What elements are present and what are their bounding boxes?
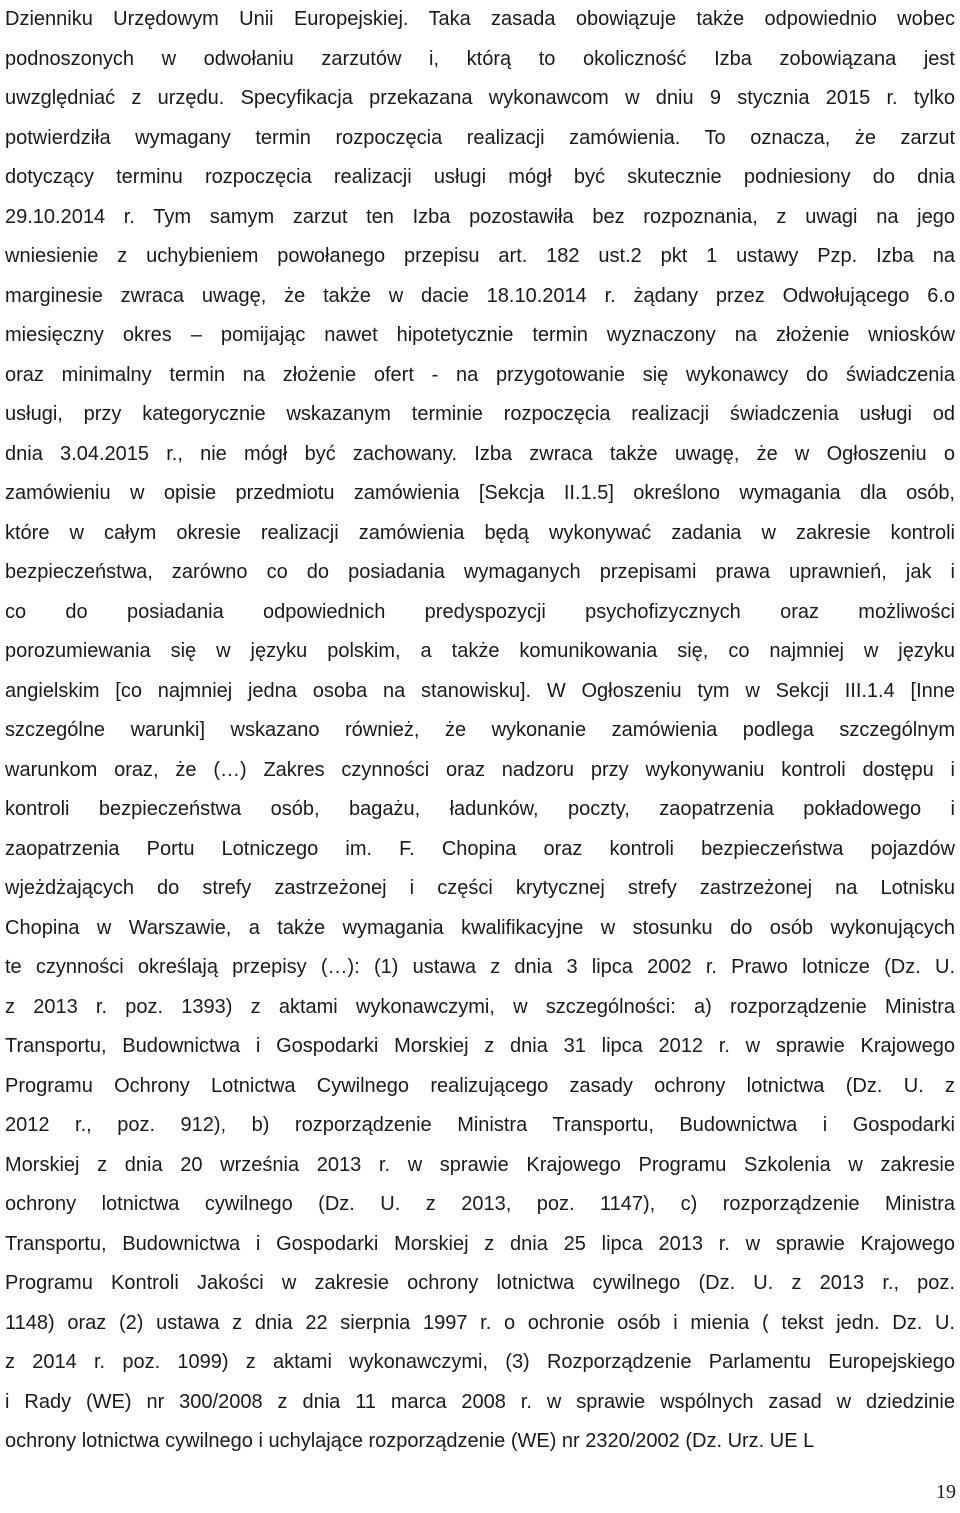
text-line: kontroli bezpieczeństwa osób, bagażu, ładunków, poczty, zaopatrzenia pokładowego i xyxy=(5,798,955,820)
text-line: z 2014 r. poz. 1099) z aktami wykonawczymi, (3) Rozporządzenie Parlamentu Europejskiego xyxy=(5,1351,955,1373)
text-line: oraz minimalny termin na złożenie ofert - na przygotowanie się wykonawcy do świadczenia xyxy=(5,363,955,386)
text-line: z 2013 r. poz. 1393) z aktami wykonawczymi, w szczególności: a) rozporządzenie Ministra xyxy=(5,995,955,1018)
text-line: wniesienie z uchybieniem powołanego przepisu art. 182 ust.2 pkt 1 ustawy Pzp. Izba na xyxy=(5,245,955,267)
text-line: marginesie zwraca uwagę, że także w dacie 18.10.2014 r. żądany przez Odwołującego 6.o xyxy=(5,284,955,307)
text-line: 1148) oraz (2) ustawa z dnia 22 sierpnia 1997 r. o ochronie osób i mienia ( tekst jedn. Dz. U. xyxy=(5,1311,955,1334)
text-line: i Rady (WE) nr 300/2008 z dnia 11 marca 2008 r. w sprawie wspólnych zasad w dziedzinie xyxy=(5,1390,955,1413)
text-line: usługi, przy kategorycznie wskazanym terminie rozpoczęcia realizacji świadczenia usługi od xyxy=(5,403,955,425)
text-line: te czynności określają przepisy (…): (1) ustawa z dnia 3 lipca 2002 r. Prawo lotnicze (Dz. U. xyxy=(5,956,955,978)
text-line: podnoszonych w odwołaniu zarzutów i, którą to okoliczność Izba zobowiązana jest xyxy=(5,47,955,70)
text-line: co do posiadania odpowiednich predyspozycji psychofizycznych oraz możliwości xyxy=(5,600,955,623)
text-line: Transportu, Budownictwa i Gospodarki Morskiej z dnia 31 lipca 2012 r. w sprawie Krajowego xyxy=(5,1035,955,1057)
text-line: Transportu, Budownictwa i Gospodarki Morskiej z dnia 25 lipca 2013 r. w sprawie Krajowego xyxy=(5,1232,955,1255)
body-paragraph xyxy=(5,0,955,1462)
text-line: ochrony lotnictwa cywilnego i uchylające rozporządzenie (WE) nr 2320/2002 (Dz. Urz. UE L xyxy=(5,1430,815,1452)
text-line: Morskiej z dnia 20 września 2013 r. w sprawie Krajowego Programu Szkolenia w zakresie xyxy=(5,1153,955,1176)
text-line: Programu Kontroli Jakości w zakresie ochrony lotnictwa cywilnego (Dz. U. z 2013 r., poz. xyxy=(5,1272,955,1294)
text-line: dotyczący terminu rozpoczęcia realizacji usługi mógł być skutecznie podniesiony do dnia xyxy=(5,166,955,188)
text-line: wjeżdżających do strefy zastrzeżonej i części krytycznej strefy zastrzeżonej na Lotnisku xyxy=(5,877,955,899)
text-line: 29.10.2014 r. Tym samym zarzut ten Izba pozostawiła bez rozpoznania, z uwagi na jego xyxy=(5,205,955,228)
text-line: ochrony lotnictwa cywilnego (Dz. U. z 2013, poz. 1147), c) rozporządzenie Ministra xyxy=(5,1193,955,1215)
text-line: dnia 3.04.2015 r., nie mógł być zachowany. Izba zwraca także uwagę, że w Ogłoszeniu o xyxy=(5,442,955,465)
page-number: 19 xyxy=(936,1481,956,1503)
text-line: potwierdziła wymagany termin rozpoczęcia realizacji zamówienia. To oznacza, że zarzut xyxy=(5,126,955,149)
text-line: zamówieniu w opisie przedmiotu zamówienia [Sekcja II.1.5] określono wymagania dla osób, xyxy=(5,482,955,504)
text-line: Chopina w Warszawie, a także wymagania kwalifikacyjne w stosunku do osób wykonujących xyxy=(5,916,955,939)
text-line: porozumiewania się w języku polskim, a także komunikowania się, co najmniej w języku xyxy=(5,640,955,662)
text-line: warunkom oraz, że (…) Zakres czynności oraz nadzoru przy wykonywaniu kontroli dostępu i xyxy=(5,758,955,781)
text-line: bezpieczeństwa, zarówno co do posiadania wymaganych przepisami prawa uprawnień, jak i xyxy=(5,561,955,583)
text-line: Dzienniku Urzędowym Unii Europejskiej. Taka zasada obowiązuje także odpowiednio wobec xyxy=(5,8,955,30)
text-line: zaopatrzenia Portu Lotniczego im. F. Chopina oraz kontroli bezpieczeństwa pojazdów xyxy=(5,837,955,860)
text-line: angielskim [co najmniej jedna osoba na stanowisku]. W Ogłoszeniu tym w Sekcji III.1.4 [Inne xyxy=(5,679,955,702)
text-line: Programu Ochrony Lotnictwa Cywilnego realizującego zasady ochrony lotnictwa (Dz. U. z xyxy=(5,1074,955,1097)
text-line: miesięczny okres – pomijając nawet hipotetycznie termin wyznaczony na złożenie wniosków xyxy=(5,324,955,346)
text-line: które w całym okresie realizacji zamówienia będą wykonywać zadania w zakresie kontroli xyxy=(5,521,955,544)
text-line: 2012 r., poz. 912), b) rozporządzenie Ministra Transportu, Budownictwa i Gospodarki xyxy=(5,1114,955,1136)
text-line: szczególne warunki] wskazano również, że wykonanie zamówienia podlega szczególnym xyxy=(5,719,955,741)
text-line: uwzględniać z urzędu. Specyfikacja przekazana wykonawcom w dniu 9 stycznia 2015 r. tylko xyxy=(5,87,955,109)
